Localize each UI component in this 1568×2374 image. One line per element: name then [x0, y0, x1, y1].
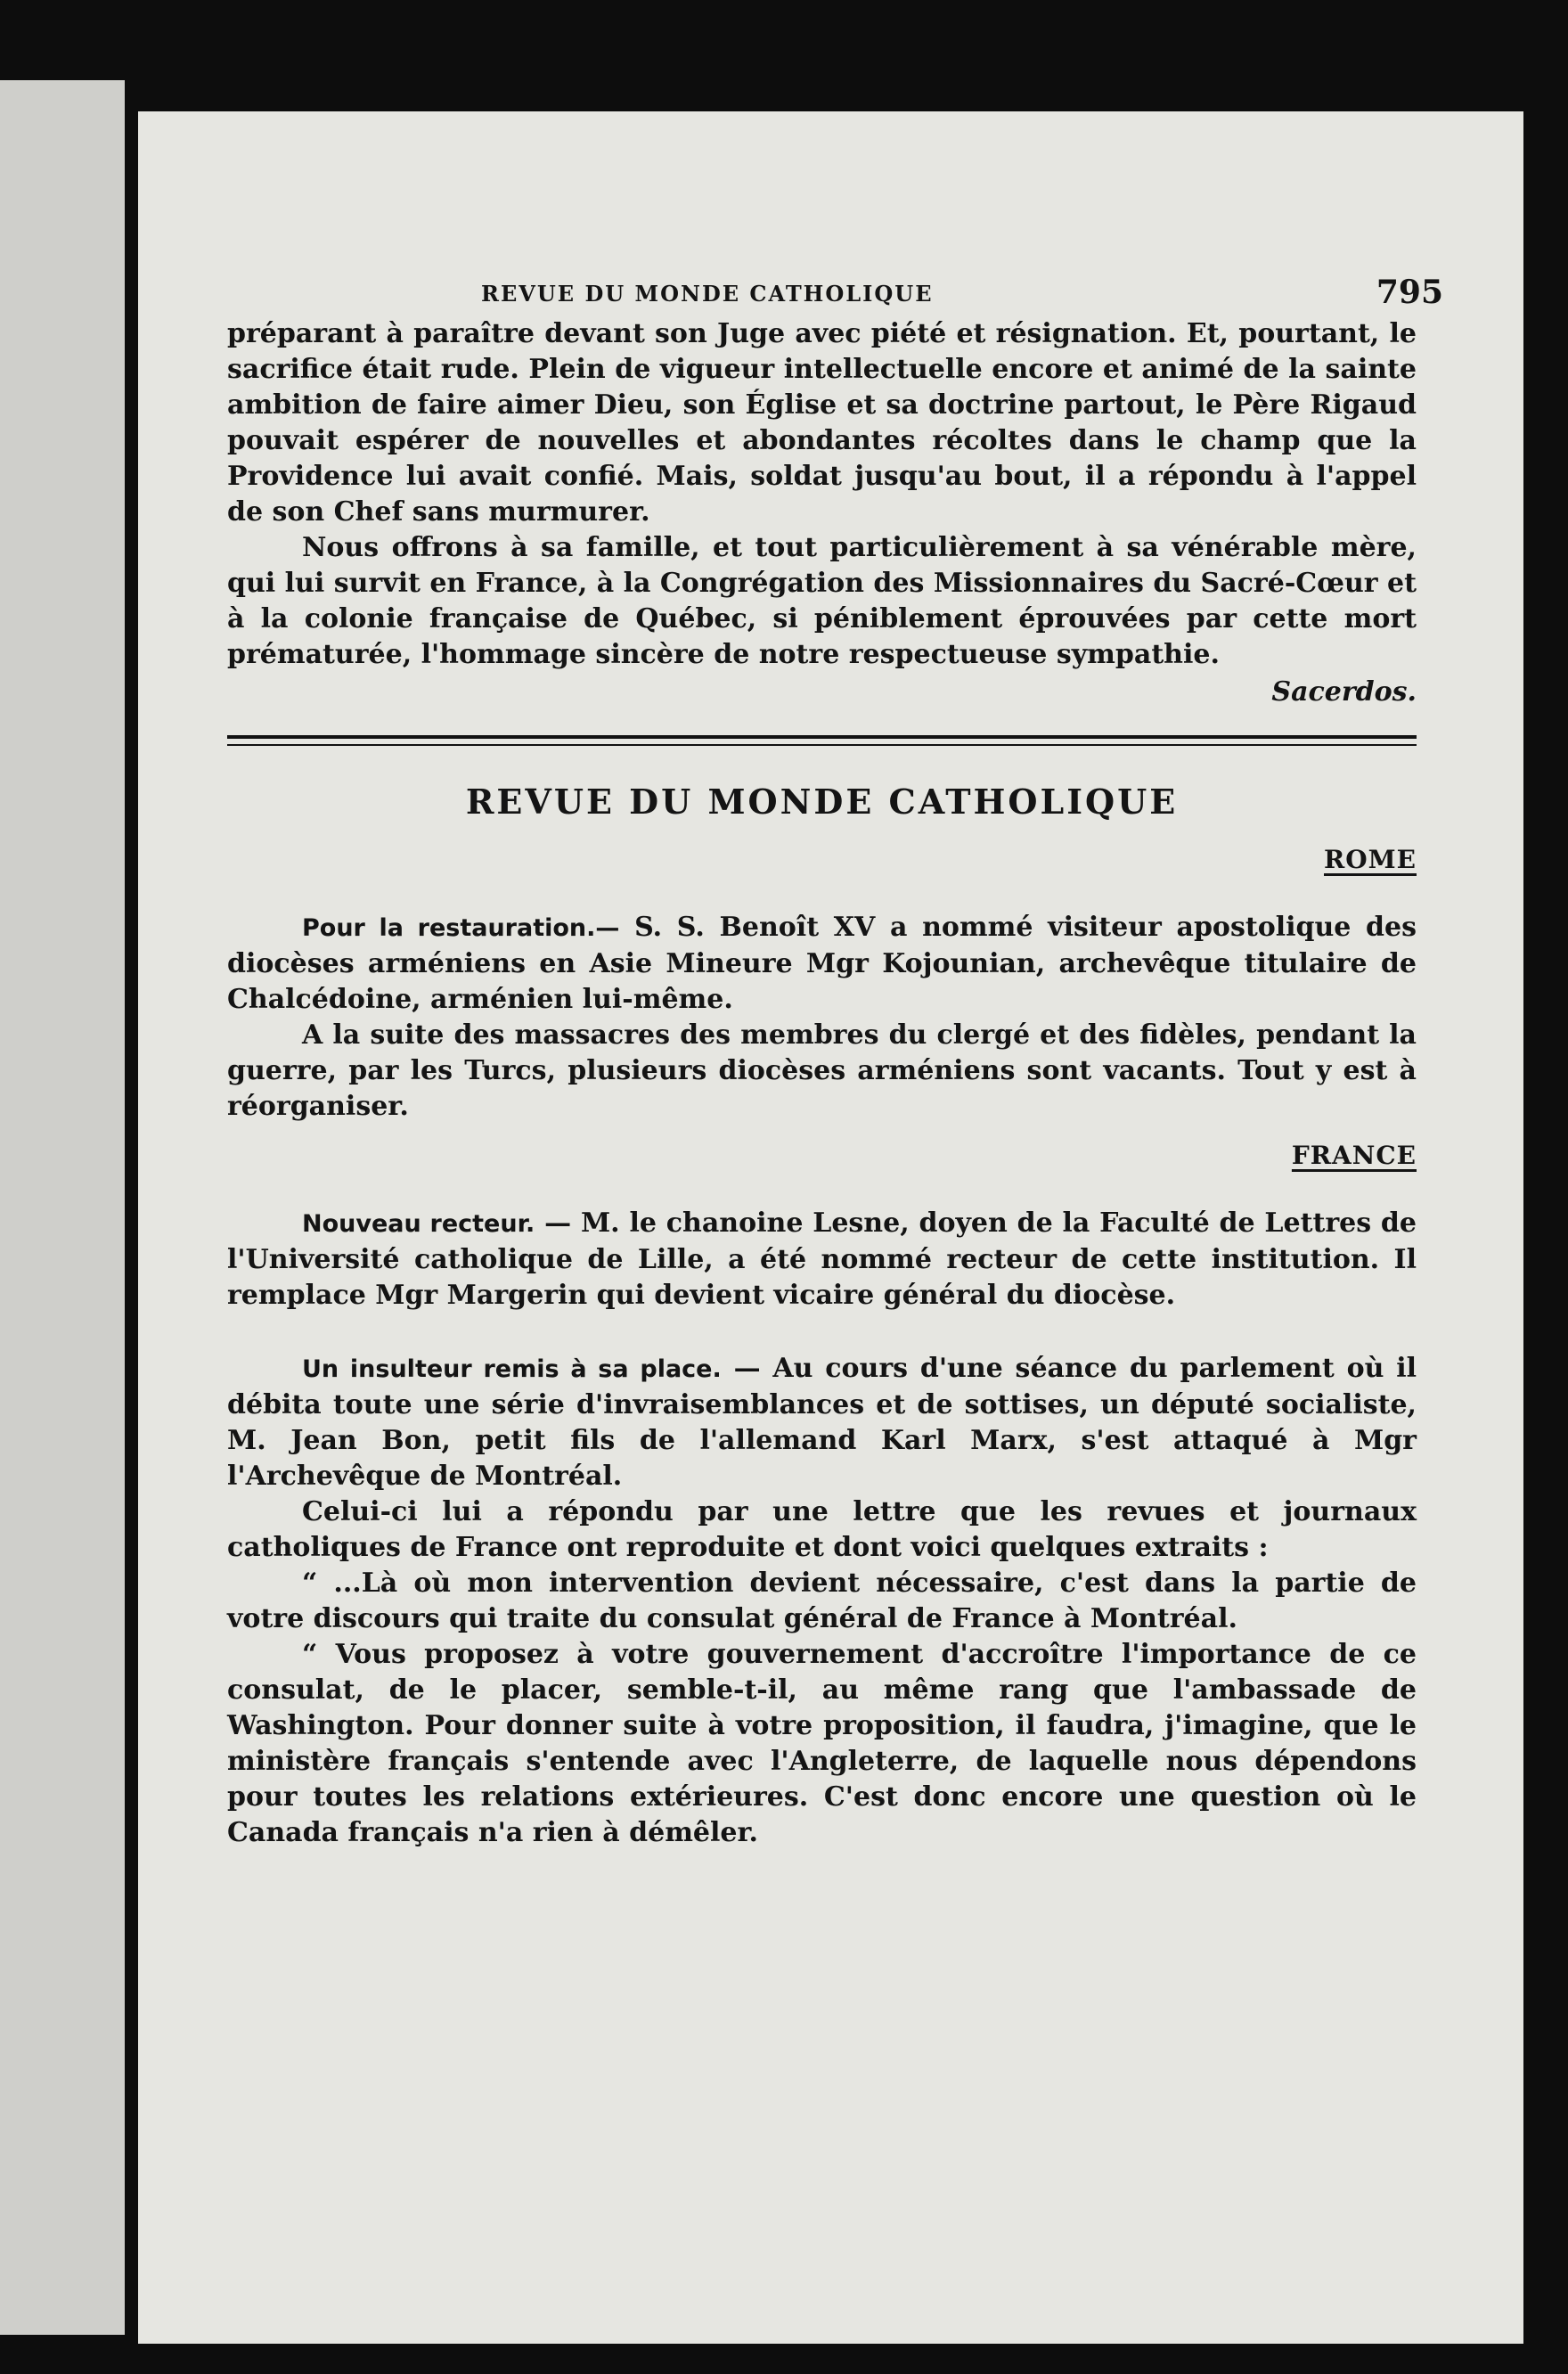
running-title: REVUE DU MONDE CATHOLIQUE [481, 281, 934, 307]
signature: Sacerdos. [1271, 676, 1417, 708]
page-number: 795 [1376, 274, 1443, 311]
news-item [227, 910, 1417, 1018]
quoted-paragraph: “ ...Là où mon intervention devient nécessaire, c'est dans la partie de votre discours qui traite du consulat général de France à Montréal. [227, 1568, 1417, 1634]
item-lead: Pour la restauration.— [302, 914, 620, 942]
subheading-rome: ROME [1324, 845, 1417, 874]
subheading-france: FRANCE [1291, 1141, 1417, 1170]
news-item [227, 1351, 1417, 1494]
document-page [138, 111, 1523, 2344]
item-lead: Un insulteur remis à sa place. [302, 1355, 722, 1383]
facing-page-edge [0, 80, 125, 2335]
item-text: S. S. Benoît XV a nommé visiteur apostolique des diocèses arméniens en Asie Mineure Mgr Kojounian, archevêque titulaire de Chalcédoine, arménien lui-même. [227, 912, 1417, 1015]
news-paragraph: A la suite des massacres des membres du clergé et des fidèles, pendant la guerre, par les Turcs, plusieurs diocèses arméniens sont vacants. Tout y est à réorganiser. [227, 1019, 1417, 1122]
item-lead: Nouveau recteur. [302, 1210, 535, 1238]
item-text: — M. le chanoine Lesne, doyen de la Faculté de Lettres de l'Université catholique de Lille, a été nommé recteur de cette institution. Il remplace Mgr Margerin qui devient vicaire général du diocèse. [227, 1207, 1417, 1311]
news-item [227, 1206, 1417, 1314]
section-divider [227, 735, 1417, 746]
obituary-paragraph: Nous offrons à sa famille, et tout particulièrement à sa vénérable mère, qui lui survit en France, à la Congrégation des Missionnaires du Sacré-Cœur et à la colonie française de Québec, si péniblement éprouvées par cette mort prématurée, l'hommage sincère de notre respectueuse sympathie. [227, 532, 1417, 670]
quoted-paragraph: “ Vous proposez à votre gouvernement d'accroître l'importance de ce consulat, de le placer, semble-t-il, au même rang que l'ambassade de Washington. Pour donner suite à votre proposition, il faudra, j'imagine, que le ministère français s'entende avec l'Angleterre, de laquelle nous dépendons pour toutes les relations extérieures. C'est donc encore une question où le Canada français n'a rien à démêler. [227, 1639, 1417, 1848]
news-paragraph: Celui-ci lui a répondu par une lettre que les revues et journaux catholiques de France ont reproduite et dont voici quelques extraits : [227, 1496, 1417, 1563]
running-head [227, 274, 1443, 316]
item-text: — Au cours d'une séance du parlement où il débita toute une série d'invraisemblances et de sottises, un député socialiste, M. Jean Bon, petit fils de l'allemand Karl Marx, s'est attaqué à Mgr l'Archevêque de Montréal. [227, 1353, 1417, 1492]
obituary-paragraph: préparant à paraître devant son Juge avec piété et résignation. Et, pourtant, le sacrifice était rude. Plein de vigueur intellectuelle encore et animé de la sainte ambition de faire aimer Dieu, son Église et sa doctrine partout, le Père Rigaud pouvait espérer de nouvelles et abondantes récoltes dans le champ que la Providence lui avait confié. Mais, soldat jusqu'au bout, il a répondu à l'appel de son Chef sans murmurer. [227, 318, 1417, 528]
section-title: REVUE DU MONDE CATHOLIQUE [465, 782, 1179, 822]
